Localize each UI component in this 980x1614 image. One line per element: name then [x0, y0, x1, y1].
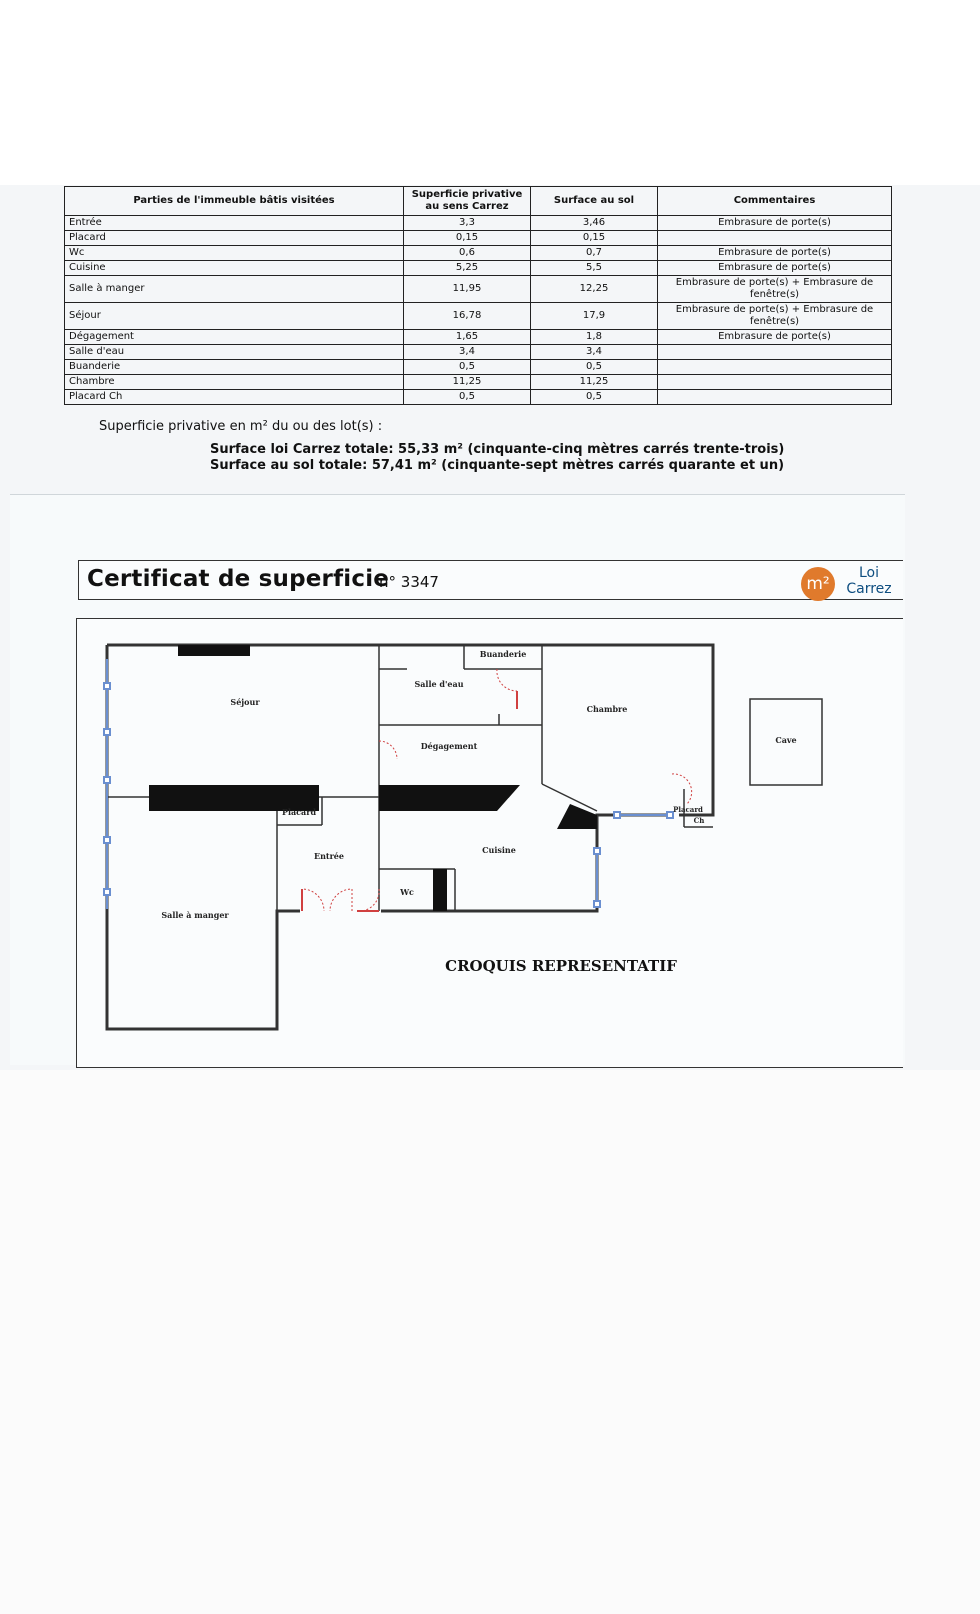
summary-label: Superficie privative en m² du ou des lot(s) : — [99, 419, 383, 434]
table-row — [65, 345, 892, 360]
cell-sol: 11,25 — [531, 375, 658, 390]
wall-blocks — [149, 645, 597, 911]
table-row — [65, 360, 892, 375]
cell-sol: 3,4 — [531, 345, 658, 360]
table-row — [65, 216, 892, 231]
header-carrez: Superficie privative au sens Carrez — [404, 187, 531, 216]
surface-table — [64, 186, 892, 405]
room-label-wc: Wc — [400, 887, 414, 897]
cell-piece: Salle à manger — [65, 276, 404, 303]
cell-piece: Salle d'eau — [65, 345, 404, 360]
header-parties: Parties de l'immeuble bâtis visitées — [65, 187, 404, 216]
cell-sol: 17,9 — [531, 303, 658, 330]
room-label-salle-eau: Salle d'eau — [414, 679, 464, 689]
cell-commentaire — [658, 231, 892, 246]
summary-carrez-total: Surface loi Carrez totale: 55,33 m² (cinquante-cinq mètres carrés trente-trois) — [210, 442, 785, 457]
cell-carrez: 5,25 — [404, 261, 531, 276]
cell-commentaire — [658, 345, 892, 360]
cell-sol: 0,7 — [531, 246, 658, 261]
header-commentaires: Commentaires — [658, 187, 892, 216]
logo-line-1: Loi — [858, 565, 879, 581]
room-label-cuisine: Cuisine — [482, 845, 516, 855]
cell-commentaire: Embrasure de porte(s) — [658, 330, 892, 345]
room-label-buanderie: Buanderie — [479, 649, 527, 659]
room-label-placard: Placard — [281, 807, 317, 817]
cell-commentaire — [658, 375, 892, 390]
room-label-degagement: Dégagement — [420, 741, 478, 751]
cell-sol: 3,46 — [531, 216, 658, 231]
cell-carrez: 16,78 — [404, 303, 531, 330]
wall-block — [178, 645, 250, 656]
room-label-entree: Entrée — [313, 851, 345, 861]
cell-piece: Placard — [65, 231, 404, 246]
cell-sol: 1,8 — [531, 330, 658, 345]
cell-piece: Entrée — [65, 216, 404, 231]
cell-piece: Chambre — [65, 375, 404, 390]
cell-piece: Buanderie — [65, 360, 404, 375]
cell-carrez: 0,6 — [404, 246, 531, 261]
scan-bottom-margin — [0, 1070, 980, 1614]
cell-piece: Cuisine — [65, 261, 404, 276]
cell-carrez: 0,5 — [404, 360, 531, 375]
room-label-placard-ch-1: Placard — [673, 805, 703, 814]
cell-commentaire: Embrasure de porte(s) — [658, 216, 892, 231]
scan-top-margin — [0, 0, 980, 185]
cell-carrez: 0,15 — [404, 231, 531, 246]
certificate-header — [78, 560, 903, 600]
cell-sol: 12,25 — [531, 276, 658, 303]
cell-carrez: 1,65 — [404, 330, 531, 345]
wall-block — [497, 785, 520, 811]
room-labels — [161, 649, 796, 920]
table-header-row — [65, 187, 892, 216]
cell-commentaire: Embrasure de porte(s) + Embrasure de fenêtre(s) — [658, 276, 892, 303]
room-label-placard-ch-2: Ch — [693, 816, 705, 825]
room-label-salle-manger: Salle à manger — [161, 910, 229, 920]
cell-commentaire: Embrasure de porte(s) — [658, 261, 892, 276]
cell-carrez: 0,5 — [404, 390, 531, 405]
cell-sol: 5,5 — [531, 261, 658, 276]
cell-carrez: 11,25 — [404, 375, 531, 390]
cell-commentaire: Embrasure de porte(s) — [658, 246, 892, 261]
cell-piece: Séjour — [65, 303, 404, 330]
cell-commentaire — [658, 390, 892, 405]
header-sol: Surface au sol — [531, 187, 658, 216]
table-row — [65, 246, 892, 261]
summary-sol-total: Surface au sol totale: 57,41 m² (cinquante-sept mètres carrés quarante et un) — [210, 458, 785, 473]
cell-carrez: 11,95 — [404, 276, 531, 303]
cell-piece: Wc — [65, 246, 404, 261]
cell-carrez: 3,4 — [404, 345, 531, 360]
wall-block — [451, 799, 497, 811]
floor-plan — [76, 618, 903, 1068]
room-label-cave: Cave — [775, 735, 797, 745]
cell-piece: Dégagement — [65, 330, 404, 345]
logo-line-2: Carrez — [846, 581, 892, 597]
plan-caption: CROQUIS REPRESENTATIF — [445, 957, 677, 975]
floor-plan-drawing — [77, 619, 903, 1067]
wall-block — [433, 869, 447, 911]
cell-piece: Placard Ch — [65, 390, 404, 405]
table-row — [65, 261, 892, 276]
table-row — [65, 276, 892, 303]
cell-sol: 0,5 — [531, 360, 658, 375]
certificate-title: Certificat de superficie — [87, 566, 390, 592]
table-row — [65, 231, 892, 246]
windows — [104, 659, 673, 909]
cell-sol: 0,5 — [531, 390, 658, 405]
cell-commentaire — [658, 360, 892, 375]
loi-carrez-logo-text — [841, 565, 897, 597]
cell-carrez: 3,3 — [404, 216, 531, 231]
cell-sol: 0,15 — [531, 231, 658, 246]
table-row — [65, 303, 892, 330]
room-label-chambre: Chambre — [586, 704, 628, 714]
table-row — [65, 375, 892, 390]
m2-logo-icon: m² — [801, 567, 835, 601]
cell-commentaire: Embrasure de porte(s) + Embrasure de fenêtre(s) — [658, 303, 892, 330]
certificate-number: n° 3347 — [379, 573, 439, 591]
table-row — [65, 390, 892, 405]
table-row — [65, 330, 892, 345]
room-label-sejour: Séjour — [230, 697, 260, 707]
